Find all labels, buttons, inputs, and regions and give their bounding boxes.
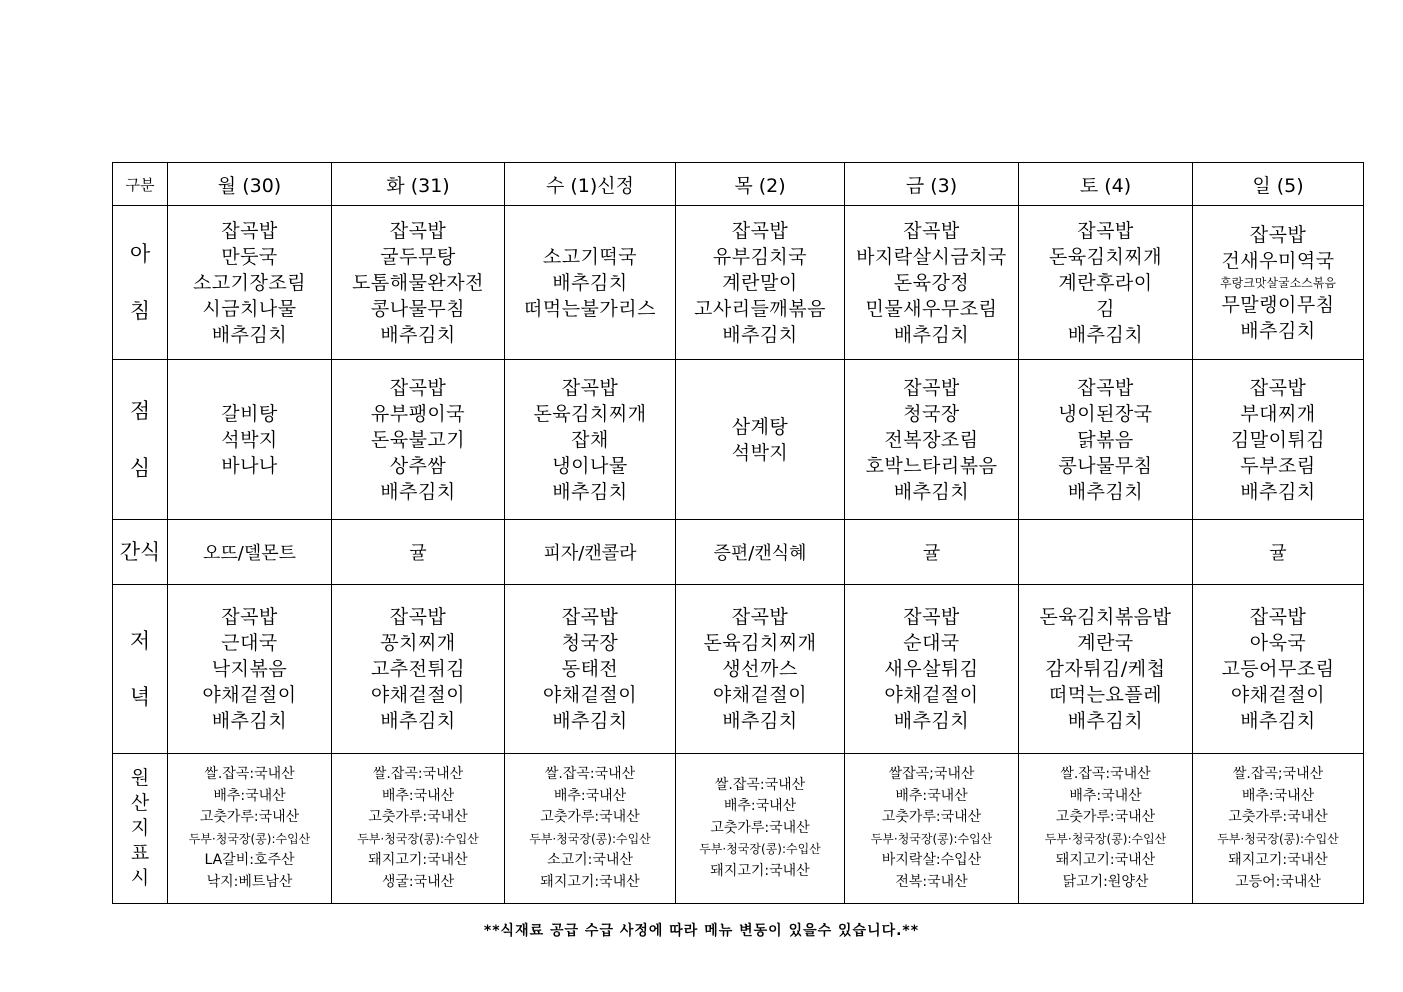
menu-item: 잡곡밥 bbox=[1249, 223, 1307, 246]
breakfast-menu-cell bbox=[1019, 206, 1193, 360]
origin-line: 고등어:국내산 bbox=[1235, 873, 1321, 890]
snack-cell: 오뜨/델몬트 bbox=[168, 520, 332, 585]
menu-item: 시금치나물 bbox=[202, 297, 297, 320]
menu-item: 상추쌈 bbox=[389, 454, 447, 477]
menu-item: 잡채 bbox=[571, 428, 609, 451]
origin-line: 쌀.잡곡:국내산 bbox=[1060, 766, 1151, 782]
menu-item: 아욱국 bbox=[1249, 632, 1307, 654]
origin-line: 배추:국내산 bbox=[1241, 787, 1315, 804]
dinner-menu-cell bbox=[845, 585, 1019, 754]
lunch-menu-cell bbox=[1019, 360, 1193, 520]
row-label-char: 저 bbox=[129, 628, 151, 653]
menu-item: 배추김치 bbox=[380, 323, 456, 346]
lunch-menu-cell bbox=[505, 360, 676, 520]
lunch-menu-cell bbox=[168, 360, 332, 520]
menu-item: 청국장 bbox=[561, 632, 619, 654]
menu-item: 돈육김치볶음밥 bbox=[1039, 606, 1172, 628]
menu-item: 배추김치 bbox=[1240, 480, 1316, 503]
origin-line: 고춧가루:국내산 bbox=[1055, 809, 1156, 825]
menu-item: 돈육불고기 bbox=[370, 428, 466, 451]
breakfast-menu-cell bbox=[332, 206, 505, 360]
snack-cell: 귤 bbox=[332, 520, 505, 585]
menu-item: 계란말이 bbox=[722, 271, 798, 294]
menu-item: 배추김치 bbox=[211, 710, 288, 732]
snack-cell: 증편/캔식혜 bbox=[676, 520, 845, 585]
lunch-menu-cell bbox=[845, 360, 1019, 520]
origin-line: 고춧가루:국내산 bbox=[1228, 809, 1328, 825]
menu-item: 잡곡밥 bbox=[731, 606, 789, 628]
dinner-label bbox=[113, 585, 168, 754]
menu-item: 고등어무조림 bbox=[1221, 658, 1335, 680]
row-label-char: 침 bbox=[129, 298, 151, 323]
menu-item: 배추김치 bbox=[211, 323, 288, 346]
weekly-menu-table bbox=[112, 162, 1364, 904]
origin-cell bbox=[505, 754, 676, 904]
origin-line: 쌀.잡곡:국내산 bbox=[372, 766, 464, 782]
dinner-menu-cell bbox=[332, 585, 505, 754]
snack-label: 간식 bbox=[113, 520, 168, 585]
dinner-menu-cell bbox=[1019, 585, 1193, 754]
origin-line: 배추:국내산 bbox=[723, 798, 797, 815]
breakfast-row bbox=[113, 206, 1364, 360]
menu-item: 부대찌개 bbox=[1240, 402, 1316, 425]
menu-item: 배추김치 bbox=[1240, 710, 1316, 732]
dinner-menu-cell bbox=[168, 585, 332, 754]
origin-line: 배추:국내산 bbox=[1069, 787, 1142, 804]
menu-item: 생선까스 bbox=[722, 658, 798, 680]
row-label-char: 시 bbox=[130, 867, 150, 889]
menu-item: 민물새우무조림 bbox=[865, 297, 998, 320]
menu-item: 계란후라이 bbox=[1058, 271, 1153, 294]
menu-item: 잡곡밥 bbox=[561, 376, 619, 399]
header-corner: 구분 bbox=[113, 163, 168, 206]
origin-line: 쌀.잡곡:국내산 bbox=[544, 766, 636, 782]
menu-item: 계란국 bbox=[1077, 632, 1134, 654]
menu-item: 유부팽이국 bbox=[370, 402, 466, 425]
origin-line: 고춧가루:국내산 bbox=[199, 809, 300, 825]
origin-line: 쌀잡곡;국내산 bbox=[888, 766, 975, 782]
menu-item: 떠먹는요플레 bbox=[1048, 684, 1163, 706]
breakfast-label bbox=[113, 206, 168, 360]
origin-cell bbox=[1019, 754, 1193, 904]
menu-item: 잡곡밥 bbox=[561, 606, 619, 628]
menu-item: 청국장 bbox=[903, 402, 960, 425]
menu-item: 돈육김치찌개 bbox=[533, 402, 647, 425]
menu-item: 배추김치 bbox=[552, 710, 628, 732]
menu-item: 냉이된장국 bbox=[1058, 402, 1153, 425]
origin-line: 배추:국내산 bbox=[213, 787, 286, 804]
breakfast-menu-cell bbox=[1193, 206, 1364, 360]
origin-line: 배추:국내산 bbox=[895, 787, 968, 804]
origin-cell bbox=[332, 754, 505, 904]
menu-item: 배추김치 bbox=[893, 323, 970, 346]
menu-item: 건새우미역국 bbox=[1221, 249, 1335, 272]
header-day: 월 (30) bbox=[168, 163, 332, 206]
origin-line: 소고기:국내산 bbox=[547, 852, 633, 868]
menu-item: 잡곡밥 bbox=[903, 376, 960, 399]
origin-row bbox=[113, 754, 1364, 904]
menu-item: 배추김치 bbox=[1240, 319, 1316, 342]
lunch-menu-cell bbox=[332, 360, 505, 520]
menu-item: 돈육김치찌개 bbox=[703, 632, 817, 654]
dinner-menu-cell bbox=[505, 585, 676, 754]
menu-item: 만둣국 bbox=[221, 245, 278, 268]
origin-line: 돼지고기:국내산 bbox=[368, 852, 468, 868]
lunch-menu-cell bbox=[676, 360, 845, 520]
origin-line: 쌀.잡곡;국내산 bbox=[1232, 766, 1324, 782]
menu-item: 야채겉절이 bbox=[712, 684, 808, 706]
menu-change-notice: **식재료 공급 수급 사정에 따라 메뉴 변동이 있을수 있습니다.** bbox=[483, 923, 920, 939]
row-label-char: 심 bbox=[129, 455, 151, 480]
row-label-char: 점 bbox=[129, 399, 151, 424]
origin-line: 두부·청국장(콩):수입산 bbox=[529, 831, 651, 846]
origin-line: 두부·청국장(콩):수입산 bbox=[357, 831, 479, 846]
menu-item: 배추김치 bbox=[1067, 710, 1144, 732]
menu-item: 도톰해물완자전 bbox=[352, 271, 484, 294]
origin-line: 돼지고기:국내산 bbox=[1055, 852, 1156, 868]
menu-item: 잡곡밥 bbox=[731, 219, 789, 242]
menu-item: 동태전 bbox=[561, 658, 619, 680]
menu-item: 잡곡밥 bbox=[903, 219, 960, 242]
menu-item: 잡곡밥 bbox=[1077, 219, 1134, 242]
breakfast-menu-cell bbox=[505, 206, 676, 360]
origin-label bbox=[113, 754, 168, 904]
menu-item: 전복장조림 bbox=[884, 428, 979, 451]
menu-item: 돈육김치찌개 bbox=[1048, 245, 1163, 268]
menu-item: 야채겉절이 bbox=[1230, 684, 1326, 706]
menu-item: 바지락살시금치국 bbox=[856, 245, 1007, 268]
origin-line: 닭고기:원양산 bbox=[1062, 873, 1149, 890]
menu-item: 갈비탕 bbox=[221, 402, 278, 425]
origin-line: 쌀.잡곡:국내산 bbox=[714, 776, 806, 793]
origin-line: 낙지:베트남산 bbox=[206, 873, 293, 890]
menu-item: 잡곡밥 bbox=[221, 606, 278, 628]
menu-item: 유부김치국 bbox=[712, 245, 808, 268]
menu-item: 냉이나물 bbox=[552, 454, 628, 477]
menu-item: 콩나물무침 bbox=[370, 297, 466, 320]
origin-line: 바지락살:수입산 bbox=[881, 852, 982, 868]
menu-item: 배추김치 bbox=[1067, 323, 1144, 346]
origin-line: 배추:국내산 bbox=[381, 787, 455, 804]
menu-item: 두부조림 bbox=[1240, 454, 1316, 477]
menu-item: 야채겉절이 bbox=[202, 684, 297, 706]
menu-item: 고추전튀김 bbox=[370, 658, 466, 680]
menu-item: 배추김치 bbox=[893, 480, 970, 503]
breakfast-menu-cell bbox=[676, 206, 845, 360]
header-day: 금 (3) bbox=[845, 163, 1019, 206]
lunch-label bbox=[113, 360, 168, 520]
menu-item: 꽁치찌개 bbox=[380, 632, 456, 654]
snack-cell: 귤 bbox=[1193, 520, 1364, 585]
breakfast-menu-cell bbox=[168, 206, 332, 360]
lunch-row bbox=[113, 360, 1364, 520]
menu-item: 잡곡밥 bbox=[1077, 376, 1134, 399]
snack-cell: 귤 bbox=[845, 520, 1019, 585]
breakfast-menu-cell bbox=[845, 206, 1019, 360]
menu-item: 배추김치 bbox=[552, 480, 628, 503]
menu-item: 김말이튀김 bbox=[1230, 428, 1326, 451]
origin-line: 두부·청국장(콩):수입산 bbox=[870, 831, 993, 846]
menu-item: 콩나물무침 bbox=[1058, 454, 1153, 477]
menu-item: 삼계탕 bbox=[731, 415, 789, 438]
menu-item: 배추김치 bbox=[893, 710, 970, 732]
menu-item: 배추김치 bbox=[380, 710, 456, 732]
menu-item: 소고기떡국 bbox=[542, 245, 638, 268]
menu-item: 근대국 bbox=[221, 632, 278, 654]
menu-item: 돈육강정 bbox=[893, 271, 970, 294]
menu-item: 야채겉절이 bbox=[542, 684, 638, 706]
origin-cell bbox=[168, 754, 332, 904]
menu-item: 무말랭이무침 bbox=[1221, 293, 1335, 316]
menu-item: 석박지 bbox=[221, 428, 278, 451]
header-day: 토 (4) bbox=[1019, 163, 1193, 206]
menu-item: 굴두무탕 bbox=[380, 245, 456, 268]
origin-line: 두부·청국장(콩):수입산 bbox=[1217, 831, 1339, 846]
origin-line: 고춧가루:국내산 bbox=[540, 809, 640, 825]
menu-item: 새우살튀김 bbox=[884, 658, 979, 680]
origin-line: 두부·청국장(콩):수입산 bbox=[1044, 831, 1167, 846]
origin-line: 쌀.잡곡:국내산 bbox=[204, 766, 295, 782]
menu-item: 소고기장조림 bbox=[192, 271, 307, 294]
snack-cell bbox=[1019, 520, 1193, 585]
origin-line: 생굴:국내산 bbox=[381, 873, 455, 890]
row-label-char: 원 bbox=[130, 767, 150, 789]
origin-cell bbox=[845, 754, 1019, 904]
header-day: 일 (5) bbox=[1193, 163, 1364, 206]
menu-item: 떠먹는불가리스 bbox=[524, 297, 656, 320]
menu-item: 잡곡밥 bbox=[389, 606, 447, 628]
snack-row bbox=[113, 520, 1364, 585]
menu-item: 잡곡밥 bbox=[903, 606, 960, 628]
origin-line: 고춧가루:국내산 bbox=[881, 809, 982, 825]
menu-item: 야채겉절이 bbox=[884, 684, 979, 706]
menu-item: 잡곡밥 bbox=[1249, 376, 1307, 399]
header-day: 수 (1)신정 bbox=[505, 163, 676, 206]
origin-line: 두부·청국장(콩):수입산 bbox=[699, 842, 821, 857]
menu-item: 닭볶음 bbox=[1077, 428, 1134, 451]
origin-line: 돼지고기:국내산 bbox=[710, 862, 810, 879]
menu-item: 잡곡밥 bbox=[1249, 606, 1307, 628]
origin-line: 두부·청국장(콩):수입산 bbox=[188, 831, 311, 846]
row-label-char: 녁 bbox=[129, 685, 151, 709]
dinner-row bbox=[113, 585, 1364, 754]
menu-item: 호박느타리볶음 bbox=[865, 454, 998, 477]
header-row bbox=[113, 163, 1364, 206]
row-label-char: 지 bbox=[130, 817, 150, 839]
row-label-char: 아 bbox=[129, 242, 151, 267]
origin-cell bbox=[676, 754, 845, 904]
menu-item: 배추김치 bbox=[1067, 480, 1144, 503]
origin-line: 배추:국내산 bbox=[553, 787, 627, 804]
origin-line: LA갈비:호주산 bbox=[204, 852, 295, 868]
origin-line: 전복:국내산 bbox=[895, 873, 968, 890]
menu-item: 잡곡밥 bbox=[389, 376, 447, 399]
origin-line: 고춧가루:국내산 bbox=[710, 819, 810, 836]
menu-item: 후랑크맛살굴소스볶음 bbox=[1220, 275, 1336, 290]
menu-item: 낙지볶음 bbox=[211, 658, 288, 680]
row-label-char: 산 bbox=[130, 792, 150, 814]
origin-line: 돼지고기:국내산 bbox=[1228, 852, 1328, 868]
dinner-menu-cell bbox=[676, 585, 845, 754]
menu-item: 감자튀김/케첩 bbox=[1045, 658, 1166, 680]
menu-item: 잡곡밥 bbox=[389, 219, 447, 242]
header-day: 화 (31) bbox=[332, 163, 505, 206]
origin-line: 돼지고기:국내산 bbox=[540, 873, 640, 890]
menu-item: 김 bbox=[1096, 297, 1115, 320]
menu-item: 배추김치 bbox=[380, 480, 456, 503]
menu-item: 고사리들깨볶음 bbox=[694, 297, 826, 320]
menu-item: 바나나 bbox=[221, 454, 278, 477]
lunch-menu-cell bbox=[1193, 360, 1364, 520]
menu-item: 야채겉절이 bbox=[370, 684, 466, 706]
dinner-menu-cell bbox=[1193, 585, 1364, 754]
origin-line: 고춧가루:국내산 bbox=[368, 809, 468, 825]
menu-item: 배추김치 bbox=[722, 323, 798, 346]
row-label-char: 표 bbox=[130, 842, 150, 864]
menu-item: 배추김치 bbox=[722, 710, 798, 732]
snack-cell: 피자/캔콜라 bbox=[505, 520, 676, 585]
menu-item: 잡곡밥 bbox=[221, 219, 278, 242]
header-day: 목 (2) bbox=[676, 163, 845, 206]
menu-item: 배추김치 bbox=[552, 271, 628, 294]
menu-item: 석박지 bbox=[731, 441, 789, 464]
menu-item: 순대국 bbox=[903, 632, 960, 654]
origin-cell bbox=[1193, 754, 1364, 904]
